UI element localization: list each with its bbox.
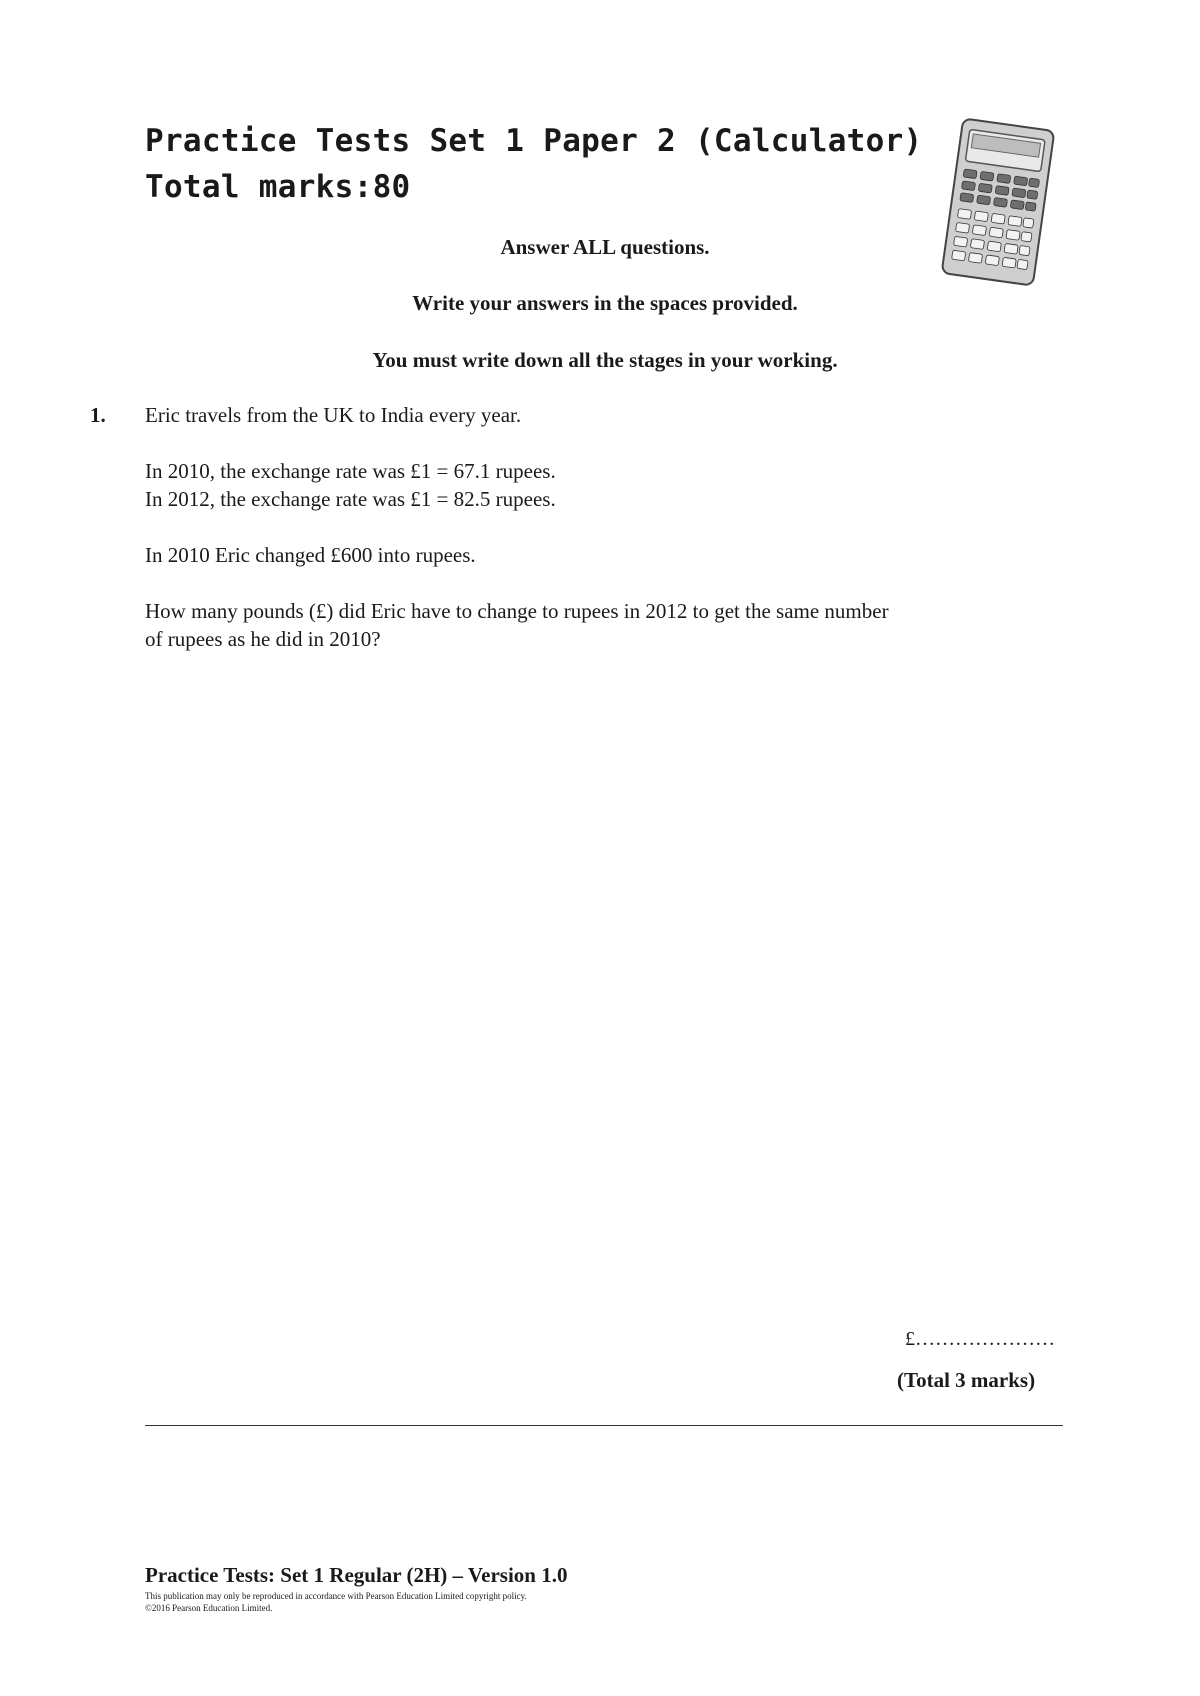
footer-copyright: ©2016 Pearson Education Limited. bbox=[145, 1603, 273, 1613]
footer-title: Practice Tests: Set 1 Regular (2H) – Version 1.0 bbox=[145, 1563, 568, 1587]
instruction-show-working: You must write down all the stages in your working. bbox=[372, 348, 838, 372]
question-text-line: In 2010 Eric changed £600 into rupees. bbox=[145, 543, 476, 567]
question-number: 1. bbox=[90, 403, 106, 427]
question-text-line: Eric travels from the UK to India every year. bbox=[145, 403, 522, 427]
paper-title bbox=[145, 118, 923, 210]
instruction-answer-all: Answer ALL questions. bbox=[500, 235, 710, 259]
question-text-line: In 2010, the exchange rate was £1 = 67.1 rupees. bbox=[145, 459, 556, 483]
total-marks-heading: Total marks:80 bbox=[145, 169, 411, 205]
calculator-icon bbox=[938, 118, 1058, 286]
total-marks-label: (Total 3 marks) bbox=[897, 1368, 1036, 1392]
question-text-line: of rupees as he did in 2010? bbox=[145, 627, 381, 651]
footer-copyright-notice: This publication may only be reproduced in accordance with Pearson Education Limited copyright policy. bbox=[145, 1591, 527, 1601]
question-text-line: How many pounds (£) did Eric have to change to rupees in 2012 to get the same number bbox=[145, 599, 889, 623]
answer-line[interactable]: £………………… bbox=[905, 1328, 1055, 1350]
question-divider bbox=[145, 1425, 1063, 1426]
paper-title-line1: Practice Tests Set 1 Paper 2 (Calculator) bbox=[145, 123, 923, 159]
question-text-line: In 2012, the exchange rate was £1 = 82.5 rupees. bbox=[145, 487, 556, 511]
instruction-write-answers: Write your answers in the spaces provided. bbox=[412, 291, 798, 315]
